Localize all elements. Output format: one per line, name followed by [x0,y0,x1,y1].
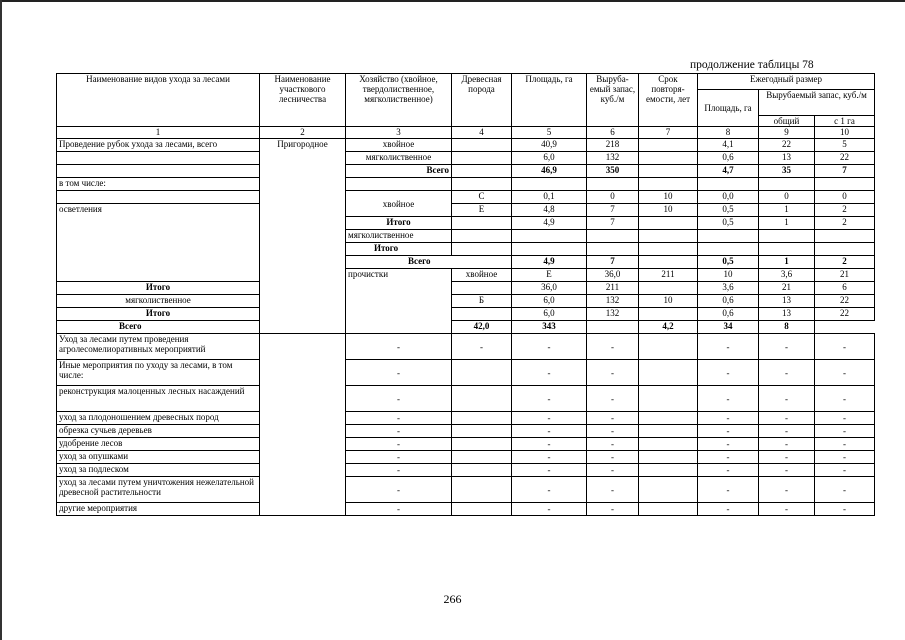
annual-total-cell: - [759,503,815,516]
table-row [57,451,875,464]
annual-per-ha-cell: - [815,412,875,425]
col-num: 8 [698,127,759,139]
table-row [57,503,875,516]
species-cell [452,451,512,464]
annual-area-cell: - [698,386,759,412]
species-cell [452,139,512,152]
header-stock: Выруба-емый запас, куб./м [587,74,639,127]
annual-per-ha-cell: - [815,503,875,516]
annual-per-ha-cell: 22 [815,308,875,321]
forest-care-table [56,73,875,516]
area-cell: 42,0 [452,321,512,334]
stock-cell: 343 [512,321,587,334]
table-row [57,191,875,204]
area-cell: - [512,503,587,516]
species-cell [452,217,512,230]
period-cell [639,425,698,438]
area-cell: 40,9 [512,139,587,152]
header-species: Древесная порода [452,74,512,127]
care-type-cell: удобрение лесов [57,438,260,451]
farm-cell: Всего [57,321,346,334]
col-num: 9 [759,127,815,139]
annual-area-cell: 0,5 [698,256,759,269]
annual-area-cell: 4,2 [639,321,698,334]
annual-total-cell: - [759,425,815,438]
table-caption: продолжение таблицы 78 [690,59,814,71]
annual-area-cell: - [698,503,759,516]
annual-per-ha-cell: 2 [815,217,875,230]
species-cell [452,230,512,243]
annual-area-cell: 0,6 [698,308,759,321]
table-row [57,308,875,321]
table-row [57,438,875,451]
area-cell: 4,9 [512,256,587,269]
species-cell [452,464,512,477]
area-cell: - [512,386,587,412]
area-cell [512,243,587,256]
col-num: 6 [587,127,639,139]
stock-cell: 132 [587,295,639,308]
period-cell [639,503,698,516]
annual-area-cell: 4,7 [698,165,759,178]
header-total: общий [759,116,815,127]
period-cell: 10 [639,191,698,204]
annual-area-cell: 0,5 [698,204,759,217]
species-cell [452,178,512,191]
period-cell: 10 [639,204,698,217]
period-cell [639,178,698,191]
species-cell [452,165,512,178]
table-row [57,412,875,425]
care-type-cell: обрезка сучьев деревьев [57,425,260,438]
species-cell [452,243,512,256]
stock-cell: - [587,477,639,503]
annual-total-cell: 13 [759,295,815,308]
annual-area-cell: 0,6 [698,152,759,165]
species-cell [452,282,512,295]
stock-cell: - [587,334,639,360]
annual-total-cell: 21 [759,282,815,295]
period-cell [639,256,698,269]
period-cell [639,217,698,230]
annual-total-cell: - [759,386,815,412]
care-type-cell: уход за подлеском [57,464,260,477]
stock-cell: - [587,425,639,438]
annual-total-cell: 13 [759,152,815,165]
annual-area-cell: 0,5 [698,217,759,230]
col-num: 1 [57,127,260,139]
farm-cell: Итого [57,282,260,295]
area-cell: 6,0 [512,295,587,308]
annual-total-cell [759,243,815,256]
stock-cell [587,243,639,256]
annual-per-ha-cell: - [815,477,875,503]
farm-cell: - [346,386,452,412]
annual-total-cell: 1 [759,204,815,217]
area-cell: - [512,438,587,451]
table-row [57,204,875,217]
col-num: 7 [639,127,698,139]
page-number: 266 [443,592,462,606]
care-type-cell: уход за лесами путем уничтожения нежелательной древесной растительности [57,477,260,503]
area-cell: - [512,360,587,386]
area-cell: 46,9 [512,165,587,178]
stock-cell: - [587,360,639,386]
annual-area-cell: 0,6 [698,295,759,308]
farm-cell: - [346,503,452,516]
care-type-cell [57,191,260,204]
period-cell [639,386,698,412]
scan-left-edge [0,0,2,640]
stock-cell [587,178,639,191]
farm-cell: - [346,334,452,360]
period-cell [639,308,698,321]
header-annual-stock: Вырубаемый запас, куб./м [759,90,875,116]
farm-cell: - [346,412,452,425]
table-row [57,425,875,438]
farm-cell: - [346,425,452,438]
period-cell [639,152,698,165]
period-cell [639,139,698,152]
annual-total-cell: - [759,360,815,386]
stock-cell: 211 [587,282,639,295]
annual-per-ha-cell: - [815,386,875,412]
table-row [57,386,875,412]
farm-cell: мягколиственное [57,295,260,308]
period-cell [639,334,698,360]
annual-area-cell: 0,0 [698,191,759,204]
species-cell [452,438,512,451]
header-farm: Хозяйство (хвойное, твердолиственное, мягколиственное) [346,74,452,127]
farm-cell: Всего [346,165,452,178]
annual-total-cell: 1 [759,217,815,230]
annual-per-ha-cell: 7 [815,165,875,178]
annual-total-cell [759,230,815,243]
area-cell: 4,9 [512,217,587,230]
stock-cell: - [587,451,639,464]
stock-cell: 350 [587,165,639,178]
stock-cell: 132 [587,152,639,165]
farm-cell: - [346,451,452,464]
annual-total-cell: - [759,477,815,503]
annual-total-cell: 34 [698,321,759,334]
period-cell [639,477,698,503]
area-cell: - [512,451,587,464]
annual-per-ha-cell: 8 [759,321,815,334]
table-row [57,295,875,308]
annual-total-cell: - [759,438,815,451]
period-cell: 10 [639,295,698,308]
header-area: Площадь, га [512,74,587,127]
forestry-cell: Пригородное [260,139,346,334]
annual-per-ha-cell: 5 [815,139,875,152]
annual-total-cell: - [759,451,815,464]
annual-area-cell: - [698,360,759,386]
col-num: 5 [512,127,587,139]
species-cell [452,308,512,321]
stock-cell [587,230,639,243]
annual-area-cell: - [698,334,759,360]
annual-per-ha-cell: 2 [815,204,875,217]
annual-total-cell: 22 [759,139,815,152]
area-cell: 0,1 [512,191,587,204]
farm-cell [346,178,452,191]
species-cell [452,477,512,503]
column-numbers-row [57,127,875,139]
care-type-cell [57,152,260,165]
farm-cell: мягколиственное [346,230,452,243]
annual-per-ha-cell: 6 [815,282,875,295]
period-cell [639,412,698,425]
table-row [57,334,875,360]
table-row [57,178,875,191]
species-cell: Б [452,295,512,308]
annual-area-cell: - [698,464,759,477]
care-type-cell: уход за плодоношением древесных пород [57,412,260,425]
stock-cell: 0 [587,191,639,204]
stock-cell: - [587,464,639,477]
annual-per-ha-cell [815,178,875,191]
period-cell: 10 [698,269,759,282]
farm-cell: - [346,438,452,451]
annual-per-ha-cell: 0 [815,191,875,204]
period-cell [639,282,698,295]
species-cell: Е [452,204,512,217]
annual-area-cell: - [698,477,759,503]
area-cell: - [512,477,587,503]
care-type-cell: в том числе: [57,178,260,191]
annual-per-ha-cell: - [815,438,875,451]
annual-area-cell: 3,6 [698,282,759,295]
annual-area-cell: - [698,425,759,438]
scan-top-edge [0,0,905,2]
care-type-cell: другие мероприятия [57,503,260,516]
area-cell [512,178,587,191]
species-cell [452,360,512,386]
table-row [57,152,875,165]
annual-area-cell [698,243,759,256]
period-cell [639,230,698,243]
species-cell: - [452,334,512,360]
area-cell: 6,0 [512,152,587,165]
period-cell [639,464,698,477]
col-num: 2 [260,127,346,139]
care-type-cell [57,165,260,178]
species-cell [452,425,512,438]
stock-cell: - [587,386,639,412]
species-cell [452,152,512,165]
care-type-cell: Уход за лесами путем проведения агролесомелиоративных мероприятий [57,334,260,360]
area-cell: - [512,334,587,360]
annual-total-cell: - [759,334,815,360]
area-cell [512,230,587,243]
care-type-cell: реконструкция малоценных лесных насаждений [57,386,260,412]
table-row [57,464,875,477]
forestry-cell [260,334,346,516]
annual-area-cell [698,230,759,243]
care-type-cell: Проведение рубок ухода за лесами, всего [57,139,260,152]
annual-area-cell: - [698,451,759,464]
farm-cell: - [346,464,452,477]
species-cell [452,386,512,412]
farm-cell: мягколиственное [346,152,452,165]
table-row [57,282,875,295]
header-row [57,74,875,90]
annual-per-ha-cell [815,243,875,256]
annual-area-cell: 4,1 [698,139,759,152]
header-annual: Ежегодный размер [698,74,875,90]
farm-cell: Итого [57,308,260,321]
stock-cell: - [587,438,639,451]
annual-per-ha-cell: 22 [815,295,875,308]
farm-cell: хвойное [452,269,512,282]
area-cell: 36,0 [587,269,639,282]
header-annual-area: Площадь, га [698,90,759,127]
care-type-cell: прочистки [346,269,452,334]
annual-total-cell [759,178,815,191]
stock-cell: 7 [587,217,639,230]
farm-cell: - [346,360,452,386]
annual-per-ha-cell: 2 [815,256,875,269]
care-type-cell: осветления [57,204,260,282]
area-cell: 36,0 [512,282,587,295]
care-type-cell: уход за опушками [57,451,260,464]
header-period: Срок повторя-емости, лет [639,74,698,127]
annual-per-ha-cell: - [815,334,875,360]
farm-cell: - [346,477,452,503]
species-cell [452,503,512,516]
annual-total-cell: 1 [759,256,815,269]
header-care-type: Наименование видов ухода за лесами [57,74,260,127]
col-num: 10 [815,127,875,139]
col-num: 4 [452,127,512,139]
stock-cell: 132 [587,308,639,321]
annual-per-ha-cell: - [815,425,875,438]
period-cell [639,360,698,386]
species-cell: Е [512,269,587,282]
table-row [57,165,875,178]
table-row [57,360,875,386]
period-cell [639,243,698,256]
farm-cell: Всего [346,256,512,269]
period-cell [639,165,698,178]
table-row [57,477,875,503]
farm-cell: хвойное [346,139,452,152]
table-row [57,321,875,334]
stock-cell: 218 [587,139,639,152]
stock-cell: - [587,412,639,425]
area-cell: - [512,412,587,425]
species-cell: С [452,191,512,204]
annual-total-cell: - [759,464,815,477]
annual-total-cell: 0 [759,191,815,204]
area-cell: - [512,425,587,438]
annual-area-cell: 3,6 [759,269,815,282]
annual-per-ha-cell: 22 [815,152,875,165]
annual-per-ha-cell [815,230,875,243]
farm-cell: Итого [346,217,452,230]
annual-area-cell [698,178,759,191]
stock-cell: 211 [639,269,698,282]
period-cell [639,438,698,451]
area-cell: 4,8 [512,204,587,217]
annual-per-ha-cell: - [815,464,875,477]
annual-total-cell: - [759,412,815,425]
col-num: 3 [346,127,452,139]
annual-area-cell: - [698,412,759,425]
annual-per-ha-cell: - [815,360,875,386]
farm-cell: хвойное [346,191,452,217]
annual-area-cell: - [698,438,759,451]
area-cell: - [512,464,587,477]
annual-per-ha-cell: - [815,451,875,464]
species-cell [452,412,512,425]
annual-total-cell: 13 [759,308,815,321]
header-forestry: Наименование участкового лесничества [260,74,346,127]
stock-cell: - [587,503,639,516]
care-type-cell: Иные мероприятия по уходу за лесами, в том числе: [57,360,260,386]
farm-cell: Итого [346,243,452,256]
area-cell: 6,0 [512,308,587,321]
annual-total-cell: 35 [759,165,815,178]
header-per-ha: с 1 га [815,116,875,127]
stock-cell: 7 [587,256,639,269]
stock-cell: 7 [587,204,639,217]
annual-total-cell: 21 [815,269,875,282]
period-cell [587,321,639,334]
period-cell [639,451,698,464]
table-row [57,139,875,152]
